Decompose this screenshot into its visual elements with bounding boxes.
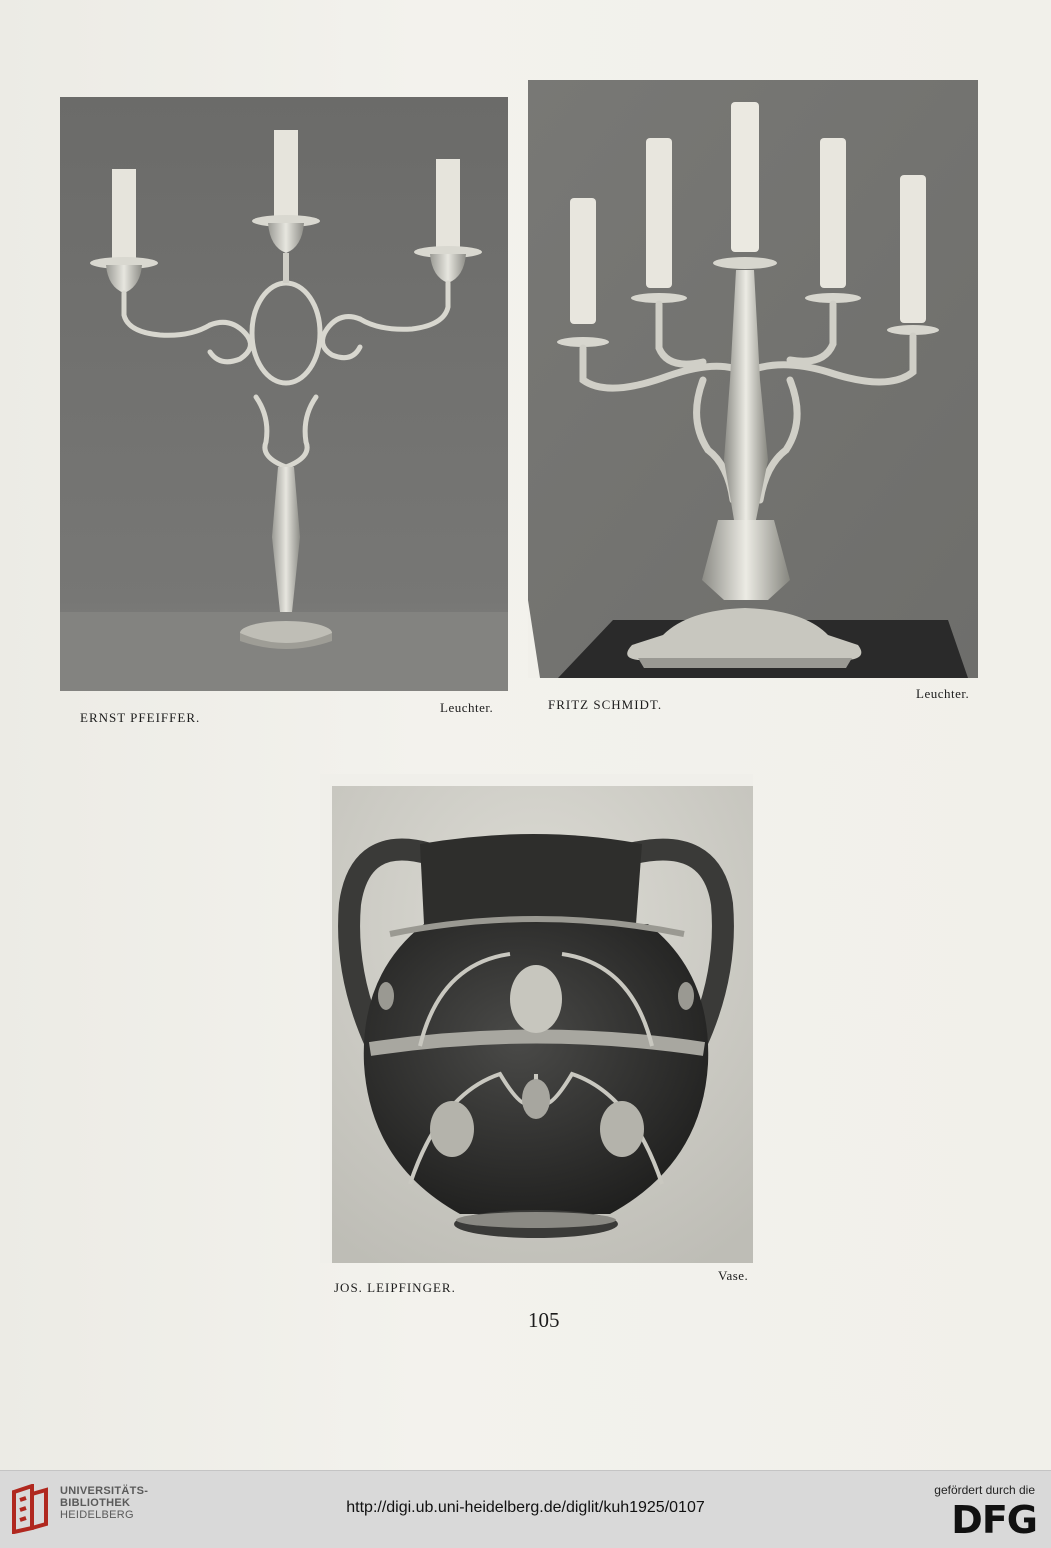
dfg-logo: DFG (951, 1498, 1037, 1542)
funding-note: gefördert durch die (934, 1483, 1035, 1497)
permalink-url[interactable]: http://digi.ub.uni-heidelberg.de/diglit/kuh1925/0107 (346, 1499, 705, 1516)
library-name-line-3: HEIDELBERG (60, 1509, 134, 1521)
caption-title-2: Leuchter. (916, 686, 970, 701)
caption-title-1: Leuchter. (440, 700, 494, 715)
caption-artist-3: JOS. LEIPFINGER. (334, 1280, 456, 1295)
library-name-line-1: UNIVERSITÄTS- (60, 1485, 149, 1497)
footer-bar (0, 1470, 1051, 1548)
page-number: 105 (528, 1308, 560, 1332)
caption-artist-2: FRITZ SCHMIDT. (548, 697, 663, 712)
caption-title-3: Vase. (718, 1268, 749, 1283)
caption-artist-1: ERNST PFEIFFER. (80, 710, 201, 725)
photo-candlestick-pfeiffer (60, 97, 508, 691)
library-name-line-2: BIBLIOTHEK (60, 1497, 131, 1509)
photo-candelabrum-schmidt (528, 80, 978, 678)
photo-vase-leipfinger (320, 774, 753, 1263)
